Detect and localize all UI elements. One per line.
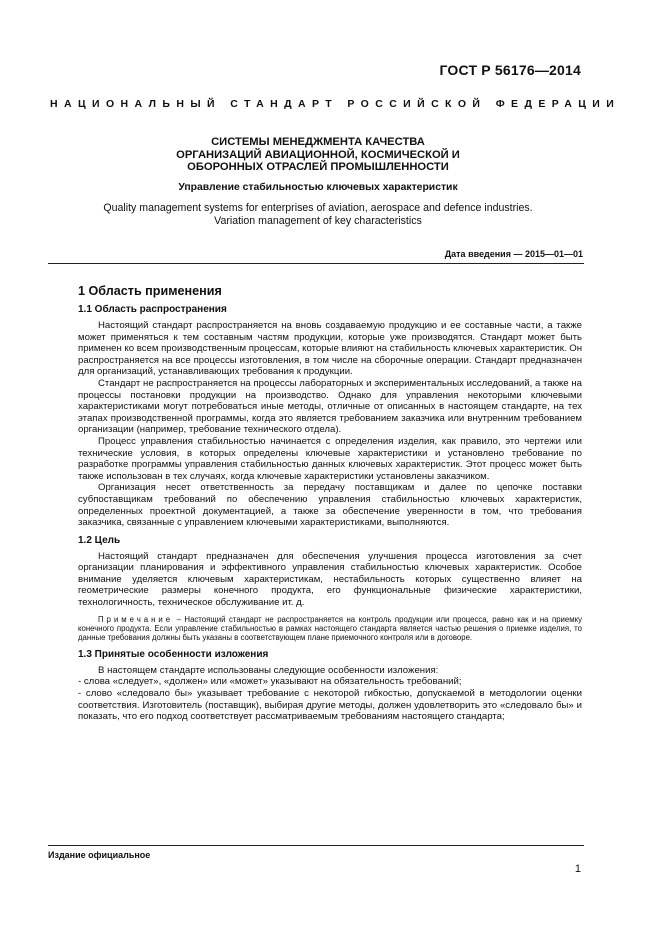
subsection-heading: 1.1 Область распространения: [78, 304, 227, 315]
paragraph: Стандарт не распространяется на процессы лабораторных и экспериментальных исследований, а также на процессы постановки продукции на производство. Однако для управления некоторыми ключевыми характеристиками могут потребоваться иные методы, отличные от описанных в настоящем стандарте, на тех этапах производственной программы, когда это является требованием заказчика или внутренним требованием организации (например, требование технического отдела).: [78, 377, 582, 436]
title-subtitle: Управление стабильностью ключевых характеристик: [178, 181, 458, 193]
note-text: – Настоящий стандарт не распространяется на контроль продукции или процесса, равно как и на приемку конечного продукта. Если управление стабильностью в рамках настоящего стандарта является частью решения о приемке изделия, то данные требования должны быть указаны в соответствующем плане приемочного контроля или в договоре.: [78, 614, 582, 643]
title-line: ОБОРОННЫХ ОТРАСЛЕЙ ПРОМЫШЛЕННОСТИ: [187, 161, 449, 174]
main-content: [78, 284, 582, 723]
title-line: СИСТЕМЫ МЕНЕДЖМЕНТА КАЧЕСТВА: [211, 136, 425, 148]
paragraph: Настоящий стандарт предназначен для обеспечения улучшения процесса изготовления за счет организации планирования и эффективного управления стабильностью ключевых характеристик. Особое внимание уделяется ключевым характеристикам, нестабильность которых существенно влияет на геометрические размеры конечного продукта, его функциональные физические характеристики, технологичность, техническое обслуживание ит. д.: [78, 550, 582, 609]
header-divider: [48, 263, 584, 264]
note-label: Примечание: [98, 614, 174, 624]
subsection-heading: 1.3 Принятые особенности изложения: [78, 648, 269, 660]
list-item: - слова «следует», «должен» или «может» указывают на обязательность требований;: [78, 676, 462, 688]
title-english-line: Quality management systems for enterprises of aviation, aerospace and defence industries.: [103, 201, 533, 214]
list-item: - слово «следовало бы» указывает требование с некоторой гибкостью, допускаемой в методологии оценки соответствия. Изготовитель (поставщик), выбирая другие методы, должен удовлетворить это «следовало бы» и показать, что его подход соответствует рассматриваемым требованиям настоящего стандарта;: [78, 688, 582, 723]
title-russian: [50, 136, 586, 174]
introduction-date: Дата введения — 2015—01—01: [444, 249, 583, 259]
footer-divider: [48, 845, 584, 846]
title-block: [50, 136, 586, 227]
title-english: [50, 202, 586, 228]
section-heading: 1 Область применения: [78, 284, 222, 298]
page-number: 1: [574, 863, 581, 875]
title-line: ОРГАНИЗАЦИЙ АВИАЦИОННОЙ, КОСМИЧЕСКОЙ И: [176, 148, 460, 161]
note: [78, 615, 582, 643]
paragraph: Настоящий стандарт распространяется на вновь создаваемую продукцию и ее составные части, а также может применяться к тем составным частям продукции, которые уже производятся. Стандарт может быть применен ко всем производственным процессам, которые влияют на стабильность ключевых характеристик. Он распространяется на все процессы изготовления, в том числе на сборочные операции. Стандарт предназначен для организаций, устанавливающих требования к продукции.: [78, 320, 582, 378]
paragraph: Организация несет ответственность за передачу поставщикам и далее по цепочке поставки субпоставщикам требований по обеспечению управления стабильностью ключевых характеристик, определенных проектной документацией, а также за обеспечение уверенности в том, что требования заказчика, связанные с управлением ключевыми характеристиками, выполняются.: [78, 482, 582, 529]
paragraph: В настоящем стандарте использованы следующие особенности изложения:: [98, 664, 439, 676]
edition-label: Издание официальное: [48, 850, 151, 860]
standard-number: ГОСТ Р 56176—2014: [439, 62, 581, 78]
national-standard-banner: НАЦИОНАЛЬНЫЙ СТАНДАРТ РОССИЙСКОЙ ФЕДЕРАЦИИ: [50, 98, 621, 110]
paragraph: Процесс управления стабильностью начинается с определения изделия, как правило, это чертежи или технические условия, в которых определены ключевые характеристики и установлено требование по разработке программы управления стабильностью данных ключевых характеристик. Этот процесс может быть также использован в тех случаях, когда ключевые характеристики установлены заказчиком.: [78, 435, 582, 482]
title-english-line: Variation management of key characteristics: [214, 214, 422, 227]
subsection-heading: 1.2 Цель: [78, 534, 121, 546]
